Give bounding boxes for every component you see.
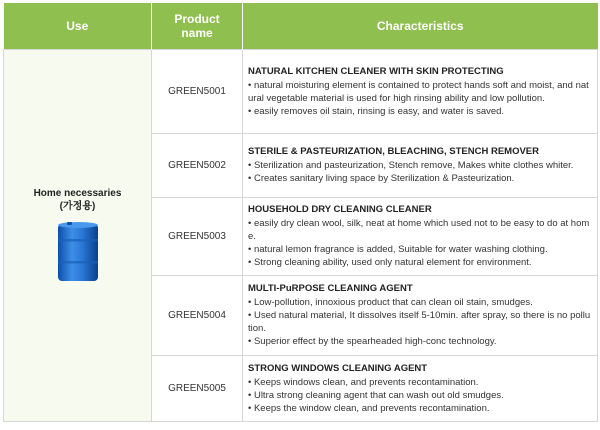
- product-characteristics: [243, 355, 598, 421]
- product-title: NATURAL KITCHEN CLEANER WITH SKIN PROTECTING: [248, 65, 504, 77]
- characteristic-line: • Used natural material, It dissolves itself 5-10min. after spray, so there is no pollution.: [248, 310, 591, 334]
- use-cell: [4, 49, 152, 421]
- product-characteristics: [243, 197, 598, 275]
- product-table-wrapper: [3, 3, 597, 422]
- product-code: GREEN5003: [152, 197, 243, 275]
- product-characteristics: [243, 133, 598, 197]
- characteristic-line: • easily removes oil stain, rinsing is easy, and water is saved.: [248, 105, 505, 117]
- table-body: [4, 49, 598, 421]
- characteristic-line: • easily dry clean wool, silk, neat at home which used not to be easy to do at home.: [248, 218, 590, 242]
- characteristic-line: • Low-pollution, innoxious product that can clean oil stain, smudges.: [248, 297, 533, 308]
- table-row: [4, 49, 598, 133]
- characteristic-line: • Creates sanitary living space by Sterilization & Pasteurization.: [248, 173, 515, 184]
- characteristic-line: • Keeps the window clean, and prevents recontamination.: [248, 402, 490, 414]
- header-product-name: Product name: [152, 3, 243, 49]
- table-header-row: [4, 3, 598, 49]
- use-label: Home necessaries: [33, 188, 122, 199]
- characteristic-line: • Strong cleaning ability, used only natural element for environment.: [248, 257, 532, 268]
- header-characteristics: Characteristics: [243, 3, 598, 49]
- header-use: Use: [4, 3, 152, 49]
- product-title: STERILE & PASTEURIZATION, BLEACHING, STENCH REMOVER: [248, 146, 539, 157]
- characteristic-line: • Ultra strong cleaning agent that can wash out old smudges.: [248, 389, 504, 401]
- characteristic-line: • natural lemon fragrance is added, Suitable for water washing clothing.: [248, 244, 548, 255]
- characteristic-line: • Keeps windows clean, and prevents recontamination.: [248, 376, 479, 388]
- product-title: MULTI-PuRPOSE CLEANING AGENT: [248, 283, 413, 294]
- characteristic-line: • natural moisturing element is contained to protect hands soft and moist, and natural vegetable material is used for high rinsing ability and low pollution.: [248, 79, 589, 104]
- product-code: GREEN5004: [152, 275, 243, 355]
- product-characteristics: [243, 275, 598, 355]
- product-code: GREEN5001: [152, 49, 243, 133]
- characteristic-line: • Sterilization and pasteurization, Stench remove, Makes white clothes whiter.: [248, 160, 574, 171]
- product-title: STRONG WINDOWS CLEANING AGENT: [248, 362, 428, 374]
- use-sublabel: (가정용): [59, 201, 96, 212]
- blue-barrel-drum-icon: [55, 221, 101, 283]
- characteristic-line: • Superior effect by the spearheaded high-conc technology.: [248, 336, 497, 347]
- product-code: GREEN5005: [152, 355, 243, 421]
- product-table: [3, 3, 598, 422]
- product-code: GREEN5002: [152, 133, 243, 197]
- product-title: HOUSEHOLD DRY CLEANING CLEANER: [248, 204, 432, 215]
- product-characteristics: [243, 49, 598, 133]
